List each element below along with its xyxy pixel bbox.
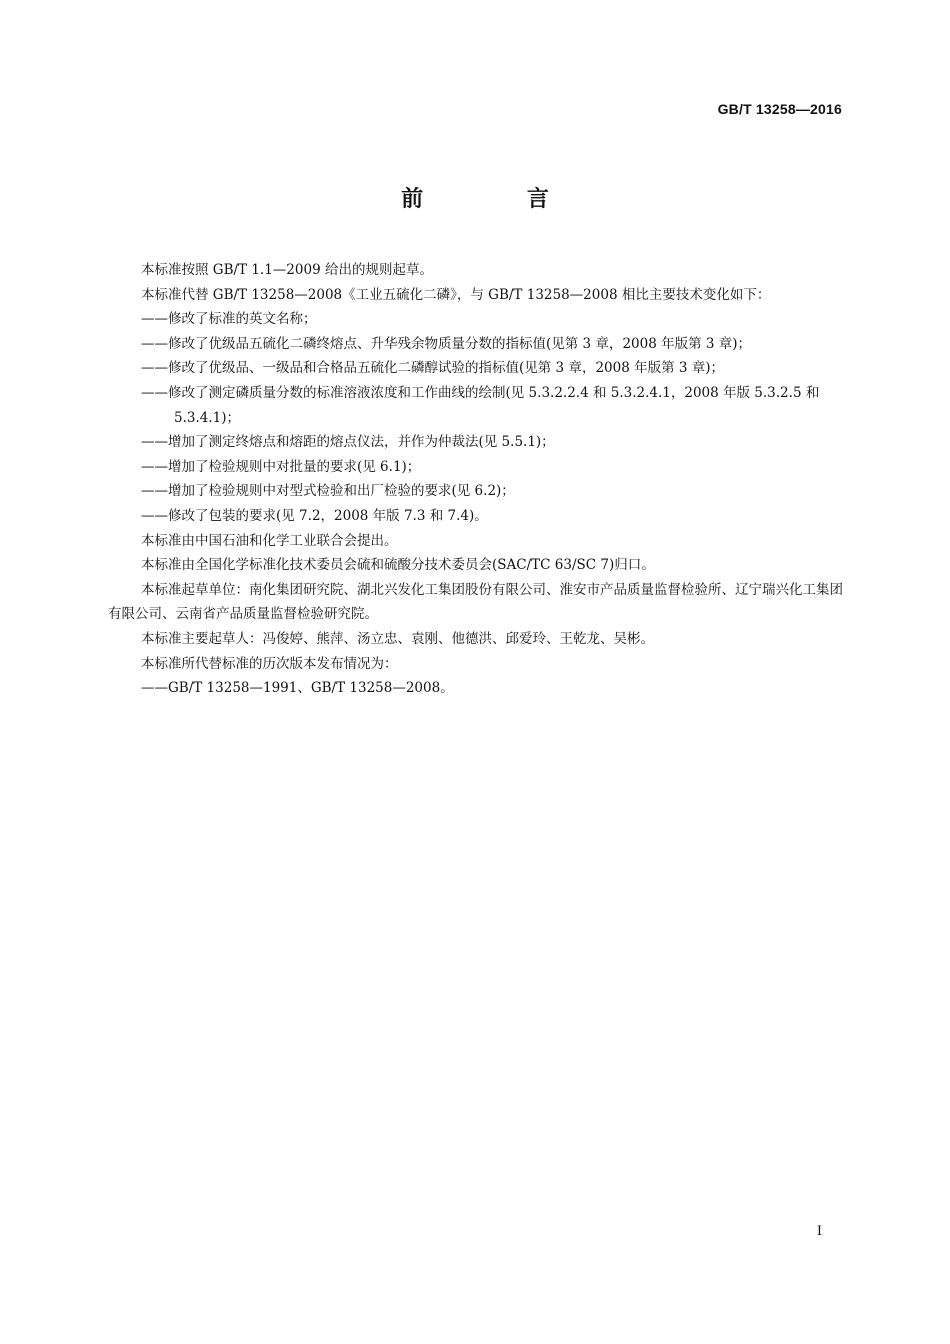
paragraph: 本标准按照 GB/T 1.1—2009 给出的规则起草。	[141, 262, 433, 278]
paragraph: 本标准主要起草人：冯俊婷、熊萍、汤立忠、袁刚、他德洪、邱爱玲、王乾龙、吴彬。	[141, 630, 654, 647]
page-number: I	[816, 1224, 822, 1239]
list-item: ——增加了检验规则中对型式检验和出厂检验的要求(见 6.2)；	[141, 483, 515, 500]
document-body	[108, 258, 844, 701]
paragraph: 本标准代替 GB/T 13258—2008《工业五硫化二磷》，与 GB/T 13258—2008 相比主要技术变化如下：	[141, 286, 771, 303]
list-item: ——修改了标准的英文名称；	[141, 311, 317, 328]
paragraph: 本标准所代替标准的历次版本发布情况为：	[141, 655, 398, 672]
list-item: ——增加了测定终熔点和熔距的熔点仪法，并作为仲裁法(见 5.5.1)；	[141, 434, 555, 451]
paragraph: 本标准由全国化学标准化技术委员会硫和硫酸分技术委员会(SAC/TC 63/SC 7)归口。	[141, 557, 655, 574]
standard-code: GB/T 13258—2016	[717, 101, 842, 117]
page-title: 前 言	[401, 187, 597, 212]
list-item: ——增加了检验规则中对批量的要求(见 6.1)；	[141, 458, 421, 475]
list-item: ——修改了包装的要求(见 7.2，2008 年版 7.3 和 7.4)。	[141, 507, 488, 524]
list-item: ——GB/T 13258—1991、GB/T 13258—2008。	[141, 680, 454, 697]
paragraph: 本标准起草单位：南化集团研究院、湖北兴发化工集团股份有限公司、淮安市产品质量监督检验所、辽宁瑞兴化工集团有限公司、云南省产品质量监督检验研究院。	[108, 581, 843, 623]
paragraph: 本标准由中国石油和化学工业联合会提出。	[141, 532, 398, 549]
list-item: ——修改了优级品、一级品和合格品五硫化二磷醇试验的指标值(见第 3 章，2008 年版第 3 章)；	[141, 360, 725, 377]
list-item: ——修改了优级品五硫化二磷终熔点、升华残余物质量分数的指标值(见第 3 章，2008 年版第 3 章)；	[141, 335, 752, 352]
list-item: ——修改了测定磷质量分数的标准溶液浓度和工作曲线的绘制(见 5.3.2.2.4 和 5.3.2.4.1，2008 年版 5.3.2.5 和 5.3.4.1)；	[141, 384, 820, 426]
